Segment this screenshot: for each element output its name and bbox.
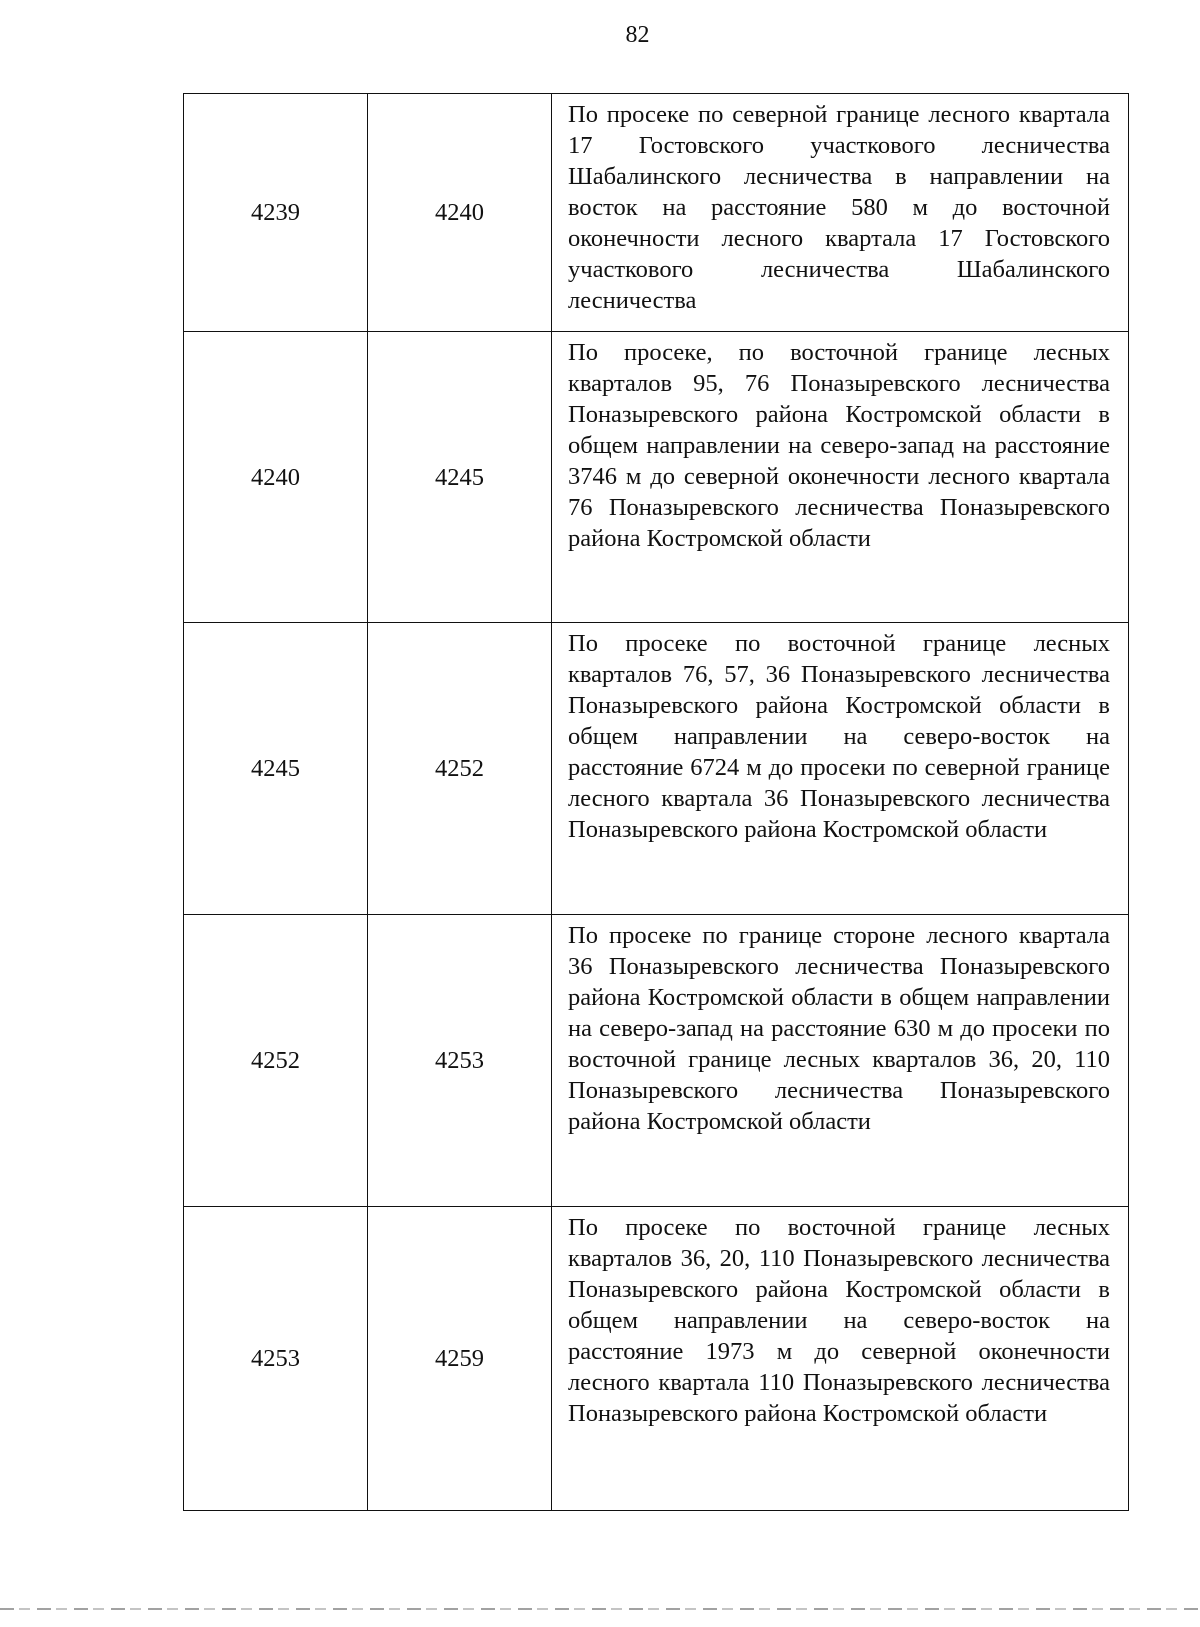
to-point-cell: 4253 [368,915,552,1207]
table-row [184,1207,1129,1511]
to-point-cell: 4240 [368,94,552,332]
table-row [184,94,1129,332]
from-point-cell: 4240 [184,332,368,623]
description-cell: По просеке по восточной границе лесных кварталов 76, 57, 36 Поназыревского лесничества Поназыревского района Костромской области в общем направлении на северо-восток на расстояние 6724 м до просеки по северной границе лесного квартала 36 Поназыревского лесничества Поназыревского района Костромской области [552,623,1129,915]
from-point-cell: 4245 [184,623,368,915]
description-cell: По просеке по границе стороне лесного квартала 36 Поназыревского лесничества Поназыревского района Костромской области в общем направлении на северо-запад на расстояние 630 м до просеки по восточной границе лесных кварталов 36, 20, 110 Поназыревского лесничества Поназыревского района Костромской области [552,915,1129,1207]
description-cell: По просеке по восточной границе лесных кварталов 36, 20, 110 Поназыревского лесничества Поназыревского района Костромской области в общем направлении на северо-восток на расстояние 1973 м до северной оконечности лесного квартала 110 Поназыревского лесничества Поназыревского района Костромской области [552,1207,1129,1511]
to-point-cell: 4245 [368,332,552,623]
to-point-cell: 4259 [368,1207,552,1511]
description-cell: По просеке по северной границе лесного квартала 17 Гостовского участкового лесничества Шабалинского лесничества в направлении на восток на расстояние 580 м до восточной оконечности лесного квартала 17 Гостовского участкового лесничества Шабалинского лесничества [552,94,1129,332]
table-row [184,332,1129,623]
boundary-table [183,93,1129,1511]
to-point-cell: 4252 [368,623,552,915]
from-point-cell: 4253 [184,1207,368,1511]
from-point-cell: 4252 [184,915,368,1207]
description-cell: По просеке, по восточной границе лесных кварталов 95, 76 Поназыревского лесничества Поназыревского района Костромской области в общем направлении на северо-запад на расстояние 3746 м до северной оконечности лесного квартала 76 Поназыревского лесничества Поназыревского района Костромской области [552,332,1129,623]
page-number: 82 [625,22,650,48]
scan-artifact-line [0,1608,1200,1610]
table-row [184,623,1129,915]
table-row [184,915,1129,1207]
from-point-cell: 4239 [184,94,368,332]
